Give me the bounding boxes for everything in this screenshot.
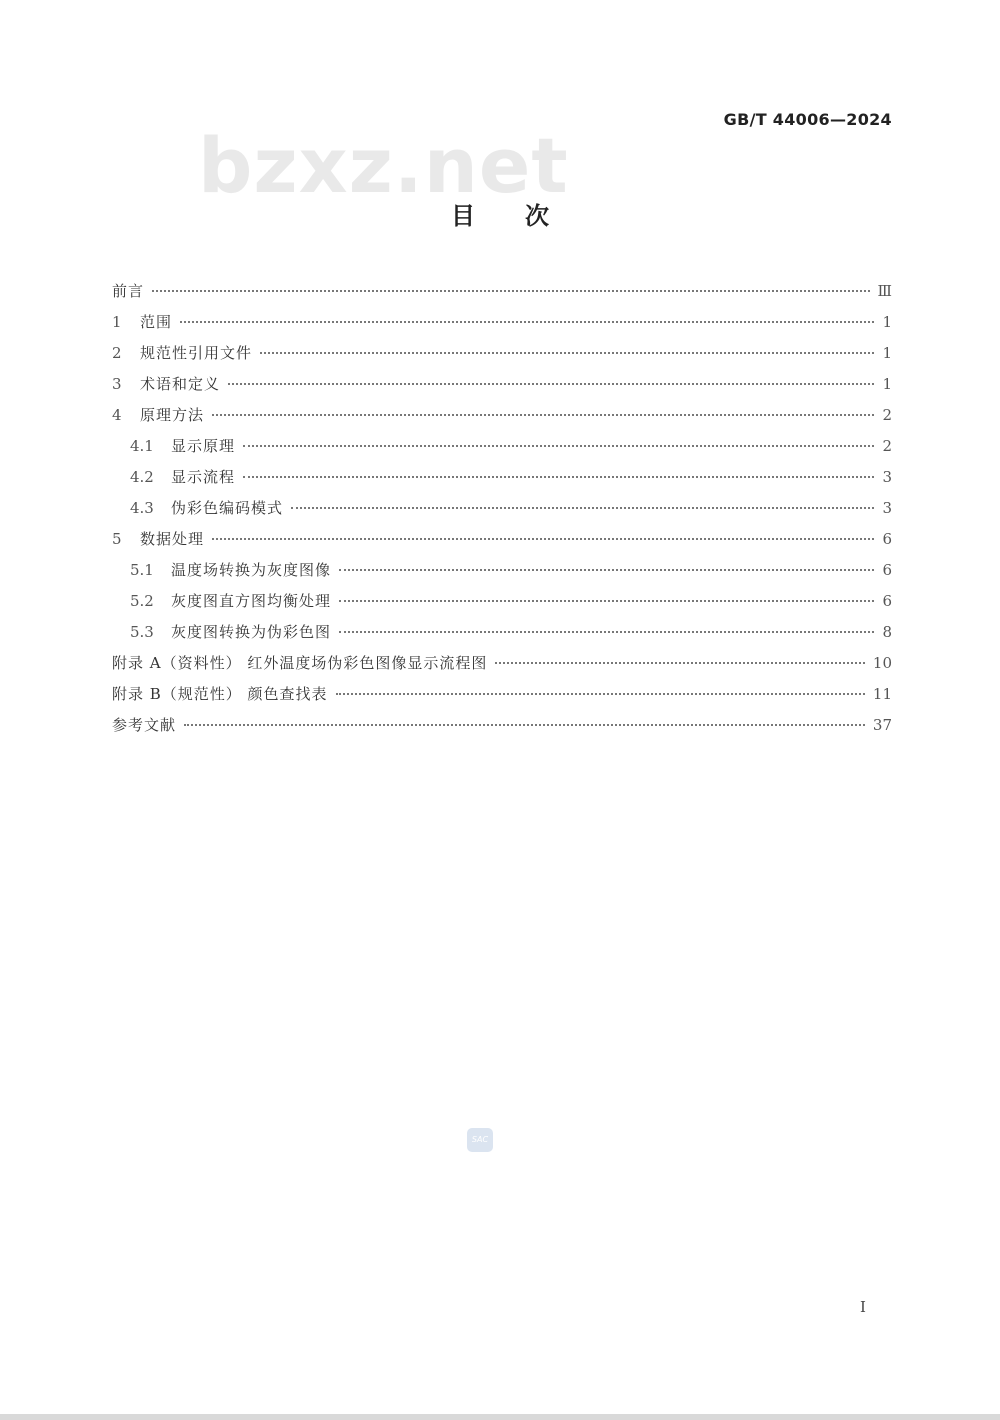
toc-entry[interactable] (112, 559, 892, 590)
page-title: 目次 (451, 202, 599, 230)
toc-leader-dots (291, 507, 874, 509)
toc-entry-title: 灰度图转换为伪彩色图 (171, 623, 332, 641)
toc-leader-dots (180, 321, 874, 323)
toc-leader-dots (184, 724, 865, 726)
toc-leader-dots (339, 600, 874, 602)
toc-entry-number: 5 (112, 530, 122, 548)
toc-entry-page: 8 (882, 623, 892, 641)
toc-entry-page: 6 (882, 592, 892, 610)
standard-code: GB/T 44006—2024 (723, 110, 892, 129)
toc-entry-title: 前言 (112, 282, 145, 300)
toc-leader-dots (212, 538, 874, 540)
toc-entry-number: 4.1 (130, 437, 154, 455)
toc-leader-dots (212, 414, 874, 416)
toc-entry-title: 规范性引用文件 (140, 344, 253, 362)
toc-entry-page: 1 (882, 344, 892, 362)
toc-entry[interactable] (112, 621, 892, 652)
toc-entry-number: 5.1 (130, 561, 154, 579)
toc-leader-dots (228, 383, 874, 385)
toc-entry-title: 附录 A（资料性） 红外温度场伪彩色图像显示流程图 (112, 654, 488, 672)
toc-entry-title: 术语和定义 (140, 375, 221, 393)
toc-entry[interactable] (112, 373, 892, 404)
toc-entry[interactable] (112, 528, 892, 559)
toc-entry-number: 5.3 (130, 623, 154, 641)
toc-entry-number: 4.2 (130, 468, 154, 486)
toc-entry[interactable] (112, 342, 892, 373)
bottom-divider (0, 1414, 1000, 1420)
toc-entry-page: 3 (882, 499, 892, 517)
toc-entry-number: 4.3 (130, 499, 154, 517)
toc-leader-dots (260, 352, 874, 354)
toc-entry-title: 显示原理 (171, 437, 236, 455)
toc-leader-dots (243, 476, 874, 478)
toc-leader-dots (495, 662, 865, 664)
toc-entry-title: 原理方法 (140, 406, 205, 424)
toc-entry[interactable] (112, 590, 892, 621)
page-number: I (860, 1298, 866, 1316)
watermark: bzxz.net (198, 121, 569, 210)
toc-entry[interactable] (112, 311, 892, 342)
toc-entry-number: 5.2 (130, 592, 154, 610)
toc-entry[interactable] (112, 714, 892, 745)
toc-entry-number: 4 (112, 406, 122, 424)
toc-entry-page: 6 (882, 530, 892, 548)
toc-entry-title: 温度场转换为灰度图像 (171, 561, 332, 579)
toc-entry-title: 附录 B（规范性） 颜色查找表 (112, 685, 328, 703)
toc-entry[interactable] (112, 280, 892, 311)
toc-entry-page: 2 (882, 437, 892, 455)
toc-entry[interactable] (112, 435, 892, 466)
toc-leader-dots (243, 445, 874, 447)
toc-entry-page: 3 (882, 468, 892, 486)
toc-entry[interactable] (112, 497, 892, 528)
toc-entry-page: 37 (872, 716, 892, 734)
toc-leader-dots (339, 569, 874, 571)
toc-entry-number: 2 (112, 344, 122, 362)
toc-leader-dots (152, 290, 870, 292)
toc-entry-page: 1 (882, 375, 892, 393)
toc-entry-page: 6 (882, 561, 892, 579)
toc-entry-title: 显示流程 (171, 468, 236, 486)
toc-entry-title: 数据处理 (140, 530, 205, 548)
toc-entry-page: Ⅲ (877, 282, 892, 300)
toc-entry-page: 10 (872, 654, 892, 672)
toc-entry-page: 2 (882, 406, 892, 424)
toc-entry[interactable] (112, 466, 892, 497)
toc-leader-dots (336, 693, 865, 695)
toc-entry[interactable] (112, 683, 892, 714)
toc-entry-number: 1 (112, 313, 122, 331)
toc-entry-title: 参考文献 (112, 716, 177, 734)
toc-entry-page: 11 (872, 685, 892, 703)
toc-entry[interactable] (112, 404, 892, 435)
table-of-contents (112, 280, 892, 745)
toc-entry-title: 灰度图直方图均衡处理 (171, 592, 332, 610)
toc-entry-title: 伪彩色编码模式 (171, 499, 284, 517)
toc-entry-number: 3 (112, 375, 122, 393)
toc-leader-dots (339, 631, 874, 633)
toc-entry-title: 范围 (140, 313, 173, 331)
toc-entry-page: 1 (882, 313, 892, 331)
sac-logo-icon: SAC (467, 1128, 493, 1152)
toc-entry[interactable] (112, 652, 892, 683)
